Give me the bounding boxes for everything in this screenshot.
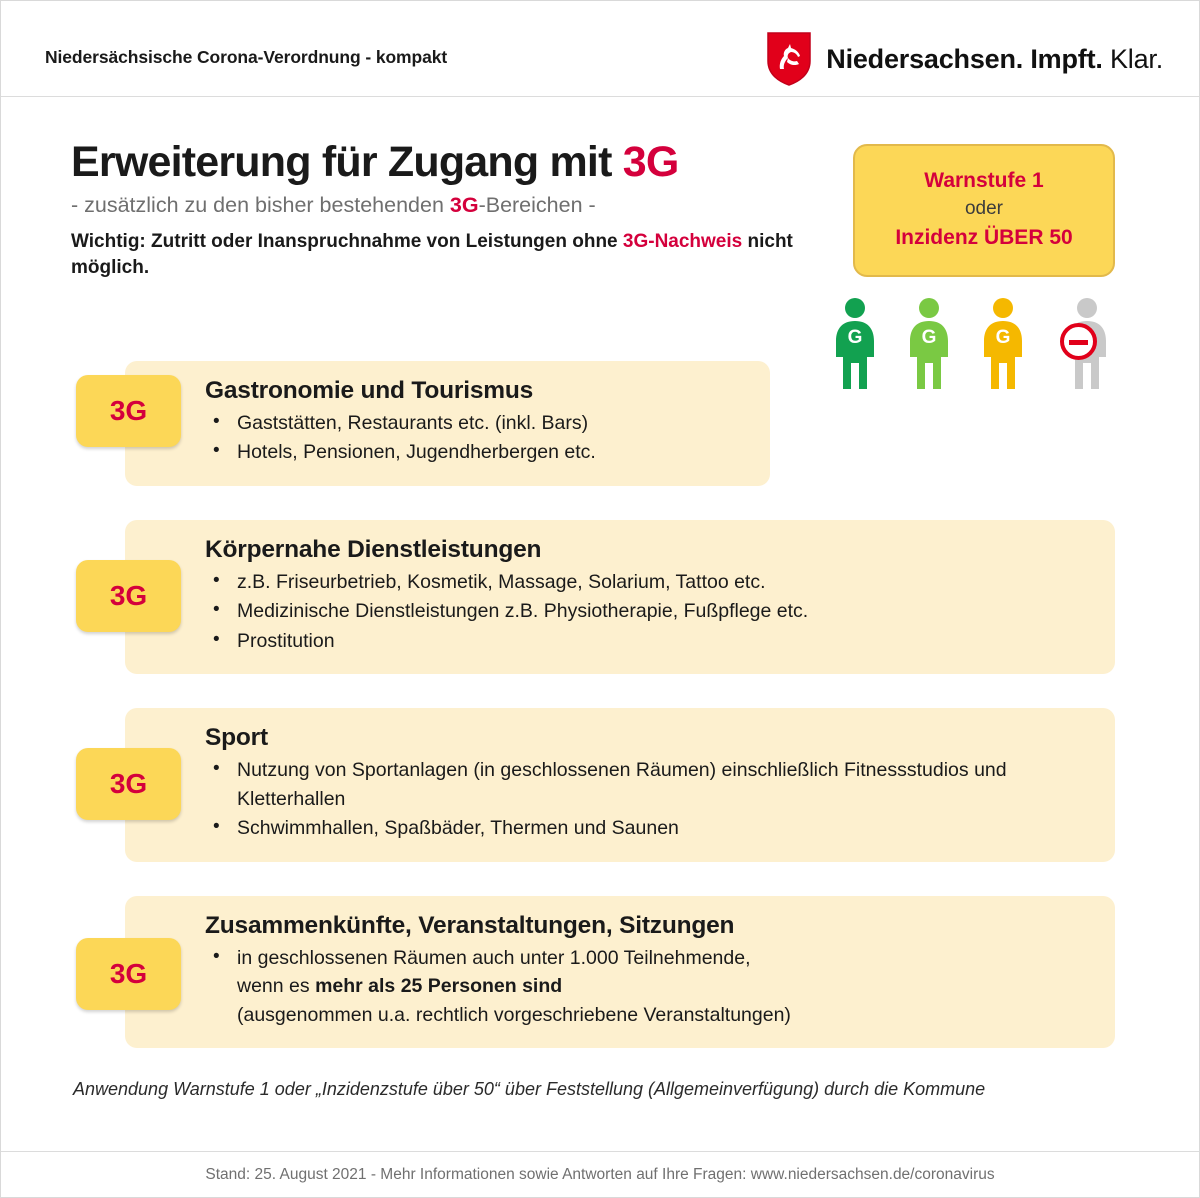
person-lightgreen-g-label: G (921, 327, 937, 348)
list-item: • Medizinische Dienstleistungen z.B. Physiotherapie, Fußpflege etc. (207, 597, 1089, 625)
coat-of-arms-horse-shield-icon (766, 31, 812, 87)
brand-text-part2: Impft. (1023, 43, 1103, 74)
rule-title-gastronomy: Gastronomie und Tourismus (205, 377, 534, 404)
rule-card-gastronomy (125, 361, 770, 486)
page-subtitle-accent: 3G (449, 193, 479, 218)
rule-items-gatherings (205, 944, 1089, 1029)
page-subtitle (71, 193, 861, 218)
list-item: • Gaststätten, Restaurants etc. (inkl. Bars) (207, 409, 744, 437)
page-subtitle-post: -Bereichen - (478, 193, 596, 218)
rule-title-bodyservices: Körpernahe Dienstleistungen (205, 535, 542, 563)
important-notice-accent: 3G-Nachweis (622, 231, 743, 253)
page-title (71, 139, 861, 186)
brand-text-part3: Klar. (1102, 43, 1163, 74)
page-subtitle-pre: - zusätzlich zu den bisher bestehenden (71, 193, 450, 218)
rule-items-gastronomy (205, 409, 744, 467)
badge-3g-gatherings-label: 3G (109, 957, 148, 989)
badge-3g-bodyservices (76, 560, 181, 632)
rule-card-gatherings (125, 896, 1115, 1048)
rule-items-sport (205, 756, 1089, 842)
rules-list (1, 361, 1200, 1082)
rule-title-gatherings: Zusammenkünfte, Veranstaltungen, Sitzungen (205, 911, 735, 939)
rule-items-bodyservices (205, 568, 1089, 655)
application-note: Anwendung Warnstufe 1 oder „Inzidenzstufe über 50“ über Feststellung (Allgemeinverfügung) durch die Kommune (73, 1079, 986, 1099)
badge-3g-gatherings (76, 938, 181, 1010)
badge-3g-sport-label: 3G (109, 768, 148, 800)
page-title-main: Erweiterung für Zugang mit (71, 138, 623, 186)
person-green-g-label: G (847, 327, 863, 348)
important-notice-post: nicht möglich. (71, 231, 793, 278)
list-item: • Schwimmhallen, Spaßbäder, Thermen und Saunen (207, 814, 1089, 842)
badge-3g-gastronomy-label: 3G (109, 395, 148, 426)
header-title: Niedersächsische Corona-Verordnung - kompakt (45, 47, 448, 67)
rule-row-gastronomy (1, 361, 1200, 486)
brand-text-part1: Niedersachsen. (826, 43, 1024, 74)
list-item: • in geschlossenen Räumen auch unter 1.000 Teilnehmende, wenn es mehr als 25 Personen sind (ausgenommen u.a. rechtlich vorgeschriebene Veranstaltungen) (207, 944, 1089, 1029)
warning-level-line3: Inzidenz ÜBER 50 (895, 225, 1073, 249)
footer-text: Stand: 25. August 2021 - Mehr Informationen sowie Antworten auf Ihre Fragen: www.niedersachsen.de/coronavirus (205, 1165, 995, 1183)
rule-row-bodyservices (1, 520, 1200, 674)
badge-3g-sport (76, 748, 181, 820)
warning-level-box (853, 144, 1115, 277)
person-yellow-g-label: G (995, 327, 1011, 348)
list-item: • Hotels, Pensionen, Jugendherbergen etc. (207, 438, 744, 466)
important-notice-pre: Wichtig: Zutritt oder Inanspruchnahme von Leistungen ohne (71, 231, 623, 253)
headline-block (71, 139, 861, 280)
list-item: • Prostitution (207, 627, 1089, 655)
page-title-accent: 3G (622, 138, 679, 186)
badge-3g-gastronomy (76, 375, 181, 447)
rule-title-sport: Sport (205, 724, 268, 752)
rule-row-sport (1, 708, 1200, 861)
warning-level-line2: oder (964, 198, 1004, 220)
rule-row-gatherings (1, 896, 1200, 1048)
page-header (1, 1, 1199, 97)
no-entry-icon (1060, 323, 1097, 360)
list-item: • z.B. Friseurbetrieb, Kosmetik, Massage, Solarium, Tattoo etc. (207, 568, 1089, 596)
list-item: • Nutzung von Sportanlagen (in geschlossenen Räumen) einschließlich Fitnessstudios und Kletterhallen (207, 756, 1089, 813)
brand-text (826, 44, 1163, 75)
brand-lockup (766, 31, 1163, 87)
page-footer (1, 1151, 1199, 1197)
badge-3g-bodyservices-label: 3G (109, 579, 148, 611)
warning-level-line1: Warnstufe 1 (924, 169, 1044, 192)
important-notice (71, 229, 861, 280)
rule-card-sport (125, 708, 1115, 861)
rule-card-bodyservices (125, 520, 1115, 674)
